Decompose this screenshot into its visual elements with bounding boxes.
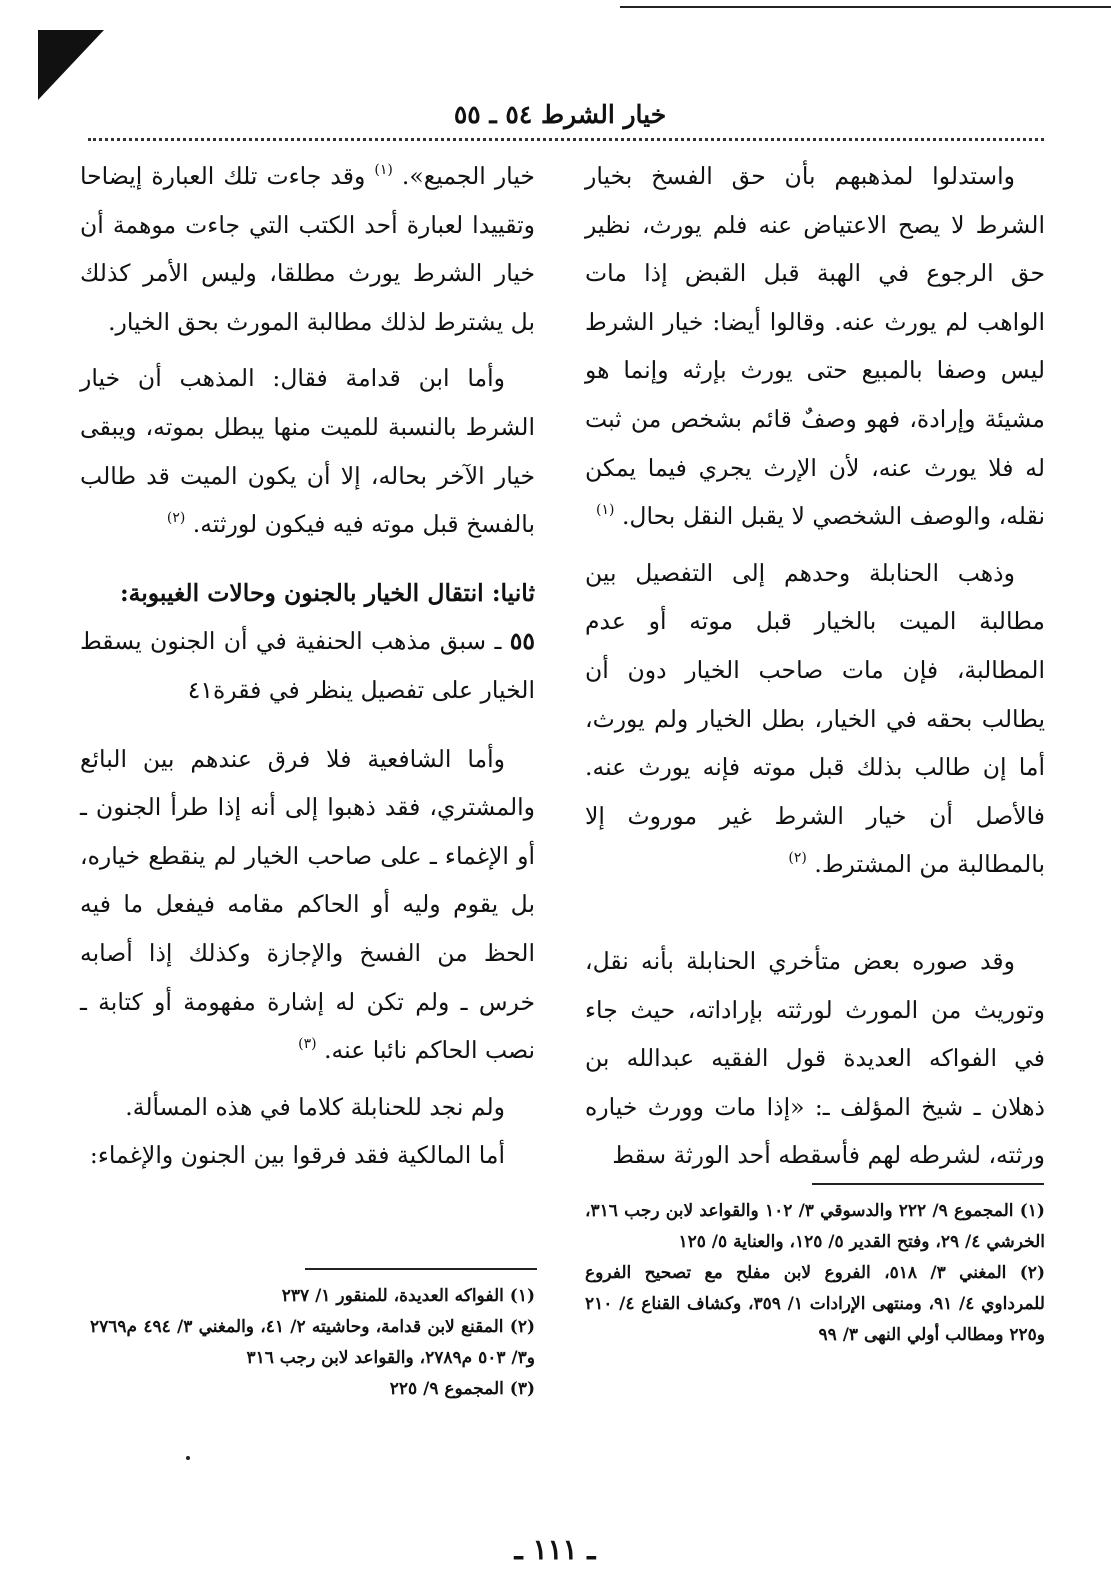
running-header: خيار الشرط ٥٤ ـ ٥٥: [453, 100, 667, 129]
paragraph-text: وأما الشافعية فلا فرق عندهم بين البائع والمشتري، فقد ذهبوا إلى أنه إذا طرأ الجنون ـ أو الإغماء ـ على صاحب الخيار لم ينقطع خياره، بل يقوم وليه أو الحاكم مقامه فيفعل ما فيه الحظ من الفسخ والإجازة وكذلك إذا أصابه خرس ـ ولم تكن له إشارة مفهومة أو كتابة ـ نصب الحاكم نائبا عنه.: [80, 744, 535, 1065]
paragraph: [80, 152, 535, 346]
paragraph-text: وقد جاءت تلك العبارة إيضاحا وتقييدا لعبارة أحد الكتب التي جاءت موهمة أن خيار الشرط يورث مطلقا، وليس الأمر كذلك بل يشترط لذلك مطالبة المورث بحق الخيار.: [80, 162, 535, 336]
paragraph-text: وأما ابن قدامة فقال: المذهب أن خيار الشرط بالنسبة للميت منها يبطل بموته، ويبقى خيار الآخر بحاله، إلا أن يكون الميت قد طالب بالفسخ قبل موته فيه فيكون لورثته.: [80, 364, 535, 539]
paragraph: أما المالكية فقد فرقوا بين الجنون والإغماء:: [89, 1141, 505, 1170]
footnote-ref: (١): [595, 502, 615, 519]
footnote-rule: [305, 1268, 537, 1270]
footnote: (٢) المغني ٣/ ٥١٨، الفروع لابن مفلح مع تصحيح الفروع للمرداوي ٤/ ٩١، ومنتهى الإرادات ١/ ٣٥٩، وكشاف القناع ٤/ ٢١٠ و٢٢٥ ومطالب أولي النهى ٣/ ٩٩: [585, 1263, 1045, 1345]
footnote: (١) الفواكه العديدة، للمنقور ١/ ٢٣٧: [281, 1286, 535, 1306]
paragraph-text: ـ سبق مذهب الحنفية في أن الجنون يسقط الخيار على تفصيل ينظر في فقرة٤١: [80, 627, 535, 704]
paragraph-text: وذهب الحنابلة وحدهم إلى التفصيل بين مطالبة الميت بالخيار قبل موته أو عدم المطالبة، فإن مات صاحب الخيار دون أن يطالب بحقه في الخيار، بطل الخيار ولم يورث، أما إن طالب بذلك قبل موته فإنه يورث عنه. فالأصل أن خيار الشرط غير موروث إلا بالمطالبة من المشترط.: [585, 558, 1045, 879]
corner-triangle-mark: [38, 30, 104, 100]
paragraph-number: ٥٥: [509, 627, 535, 656]
paragraph-text: خيار الجميع».: [401, 162, 535, 190]
section-heading: ثانيا: انتقال الخيار بالجنون وحالات الغيبوبة:: [119, 578, 535, 607]
numbered-paragraph: [80, 617, 535, 714]
paragraph: [585, 152, 1045, 541]
ink-dot: [186, 1456, 190, 1460]
paragraph: [585, 549, 1045, 889]
footnote-ref: (٣): [298, 1036, 317, 1053]
left-column: [80, 152, 535, 1180]
right-column: [585, 152, 1045, 1180]
top-rule: [620, 6, 1111, 8]
paragraph: وقد صوره بعض متأخري الحنابلة بأنه نقل، وتوريث من المورث لورثته بإراداته، حيث جاء في الفواكه العديدة قول الفقيه عبدالله بن ذهلان ـ شيخ المؤلف ـ: «إذا مات وورث خياره ورثته، لشرطه لهم فأسقطه أحد الورثة سقط: [585, 946, 1045, 1170]
footnote-ref: (١): [374, 162, 393, 178]
page-number: ـ ١١١ ـ: [514, 1533, 596, 1566]
paragraph: [80, 735, 535, 1075]
footnote-ref: (٢): [166, 510, 186, 527]
paragraph-text: واستدلوا لمذهبهم بأن حق الفسخ بخيار الشرط لا يصح الاعتياض عنه فلم يورث، نظير حق الرجوع في الهبة قبل القبض إذا مات الواهب لم يورث عنه. وقالوا أيضا: خيار الشرط ليس وصفا بالمبيع حتى يورث بإرثه وإنما هو مشيئة وإرادة، فهو وصفٌ قائم بشخص من ثبت له فلا يورث عنه، لأن الإرث يجري فيما يمكن نقله، والوصف الشخصي لا يقبل النقل بحال.: [585, 162, 1045, 531]
footnote: (٢) المقنع لابن قدامة، وحاشيته ٢/ ٤١، والمغني ٣/ ٤٩٤ م٢٧٦٩ و٣/ ٥٠٣ م٢٧٨٩، والقواعد لابن رجب ٣١٦: [90, 1317, 535, 1368]
footnote: (٣) المجموع ٩/ ٢٢٥: [389, 1379, 535, 1399]
footnote-rule: [812, 1183, 1044, 1185]
footnote: (١) المجموع ٩/ ٢٢٢ والدسوقي ٣/ ١٠٢ والقواعد لابن رجب ٣١٦، الخرشي ٤/ ٢٩، وفتح القدير ٥/ ١٢٥، والعناية ٥/ ١٢٥: [585, 1201, 1045, 1252]
paragraph: [80, 354, 535, 548]
footnote-ref: (٢): [788, 850, 807, 867]
paragraph: ولم نجد للحنابلة كلاما في هذه المسألة.: [125, 1092, 505, 1121]
footnotes-left: [90, 1281, 535, 1405]
footnotes-right: [585, 1196, 1045, 1351]
header-dotted-rule: [88, 138, 1044, 141]
